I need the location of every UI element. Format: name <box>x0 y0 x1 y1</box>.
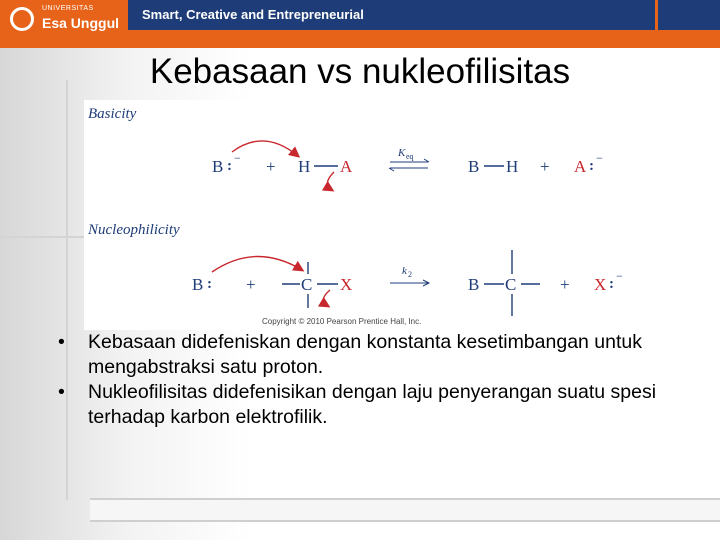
basicity-k: K <box>398 147 406 159</box>
header-band-accent <box>655 0 658 30</box>
nucleophilicity-c: C <box>301 275 313 294</box>
nucleophilicity-product-charge: − <box>616 269 623 283</box>
nucleophilicity-x: X <box>340 275 353 294</box>
basicity-h: H <box>298 157 311 176</box>
bullet-text: Nukleofilisitas didefenisikan dengan laju penyerangan suatu spesi terhadap karbon elektrofilik. <box>88 381 657 428</box>
nucleophilicity-attack-arrow <box>212 256 302 272</box>
basicity-product-b: B <box>468 157 480 176</box>
figure-copyright: Copyright © 2010 Pearson Prentice Hall, Inc. <box>262 317 422 326</box>
basicity-attack-arrow <box>232 141 298 156</box>
bullet-item <box>58 380 698 430</box>
logo-university-name: Esa Unggul <box>42 15 120 31</box>
basicity-base-charge: − <box>234 151 241 165</box>
nucleophilicity-k-sub: 2 <box>408 270 412 279</box>
header-tagline: Smart, Creative and Entrepreneurial <box>142 7 364 22</box>
bullet-marker: • <box>58 331 65 353</box>
nucleophilicity-k: k <box>402 265 407 277</box>
basicity-product-h: H <box>506 157 519 176</box>
basicity-plus: + <box>266 157 276 176</box>
reaction-diagram <box>84 100 632 330</box>
decorative-bottom-band <box>90 498 720 522</box>
decorative-horizontal-line <box>0 236 90 238</box>
basicity-product-lone-pair: : <box>589 158 594 174</box>
basicity-base-b: B <box>212 157 224 176</box>
header-bar <box>0 0 720 48</box>
nucleophilicity-lone-pair: : <box>207 276 212 292</box>
bullet-item <box>58 330 698 380</box>
reaction-figure <box>84 100 632 330</box>
slide-title: Kebasaan vs nukleofilisitas <box>149 52 571 91</box>
logo-emblem-icon <box>10 7 34 31</box>
basicity-product-a: A <box>574 157 587 176</box>
nucleophilicity-plus: + <box>246 275 256 294</box>
bullet-list <box>58 330 698 430</box>
basicity-product-charge: − <box>596 151 603 165</box>
nucleophilicity-product-plus: + <box>560 275 570 294</box>
basicity-k-sub: eq <box>406 152 414 161</box>
nucleophilicity-bond-arrow <box>323 290 330 306</box>
basicity-bond-arrow <box>327 172 334 190</box>
basicity-label: Basicity <box>88 106 137 122</box>
basicity-a: A <box>340 157 353 176</box>
bullet-marker: • <box>58 381 65 403</box>
nucleophilicity-product-lone-pair: : <box>609 276 614 292</box>
basicity-lone-pair: : <box>227 158 232 174</box>
bullet-text: Kebasaan didefeniskan dengan konstanta kesetimbangan untuk mengabstraksi satu proton. <box>88 331 642 378</box>
nucleophilicity-b: B <box>192 275 204 294</box>
nucleophilicity-product-b: B <box>468 275 480 294</box>
university-logo <box>8 3 126 39</box>
nucleophilicity-label: Nucleophilicity <box>88 222 180 238</box>
nucleophilicity-product-x: X <box>594 275 607 294</box>
logo-small-text: UNIVERSITAS <box>42 5 94 12</box>
basicity-product-plus: + <box>540 157 550 176</box>
nucleophilicity-product-c: C <box>505 275 517 294</box>
decorative-vertical-line <box>66 80 68 500</box>
